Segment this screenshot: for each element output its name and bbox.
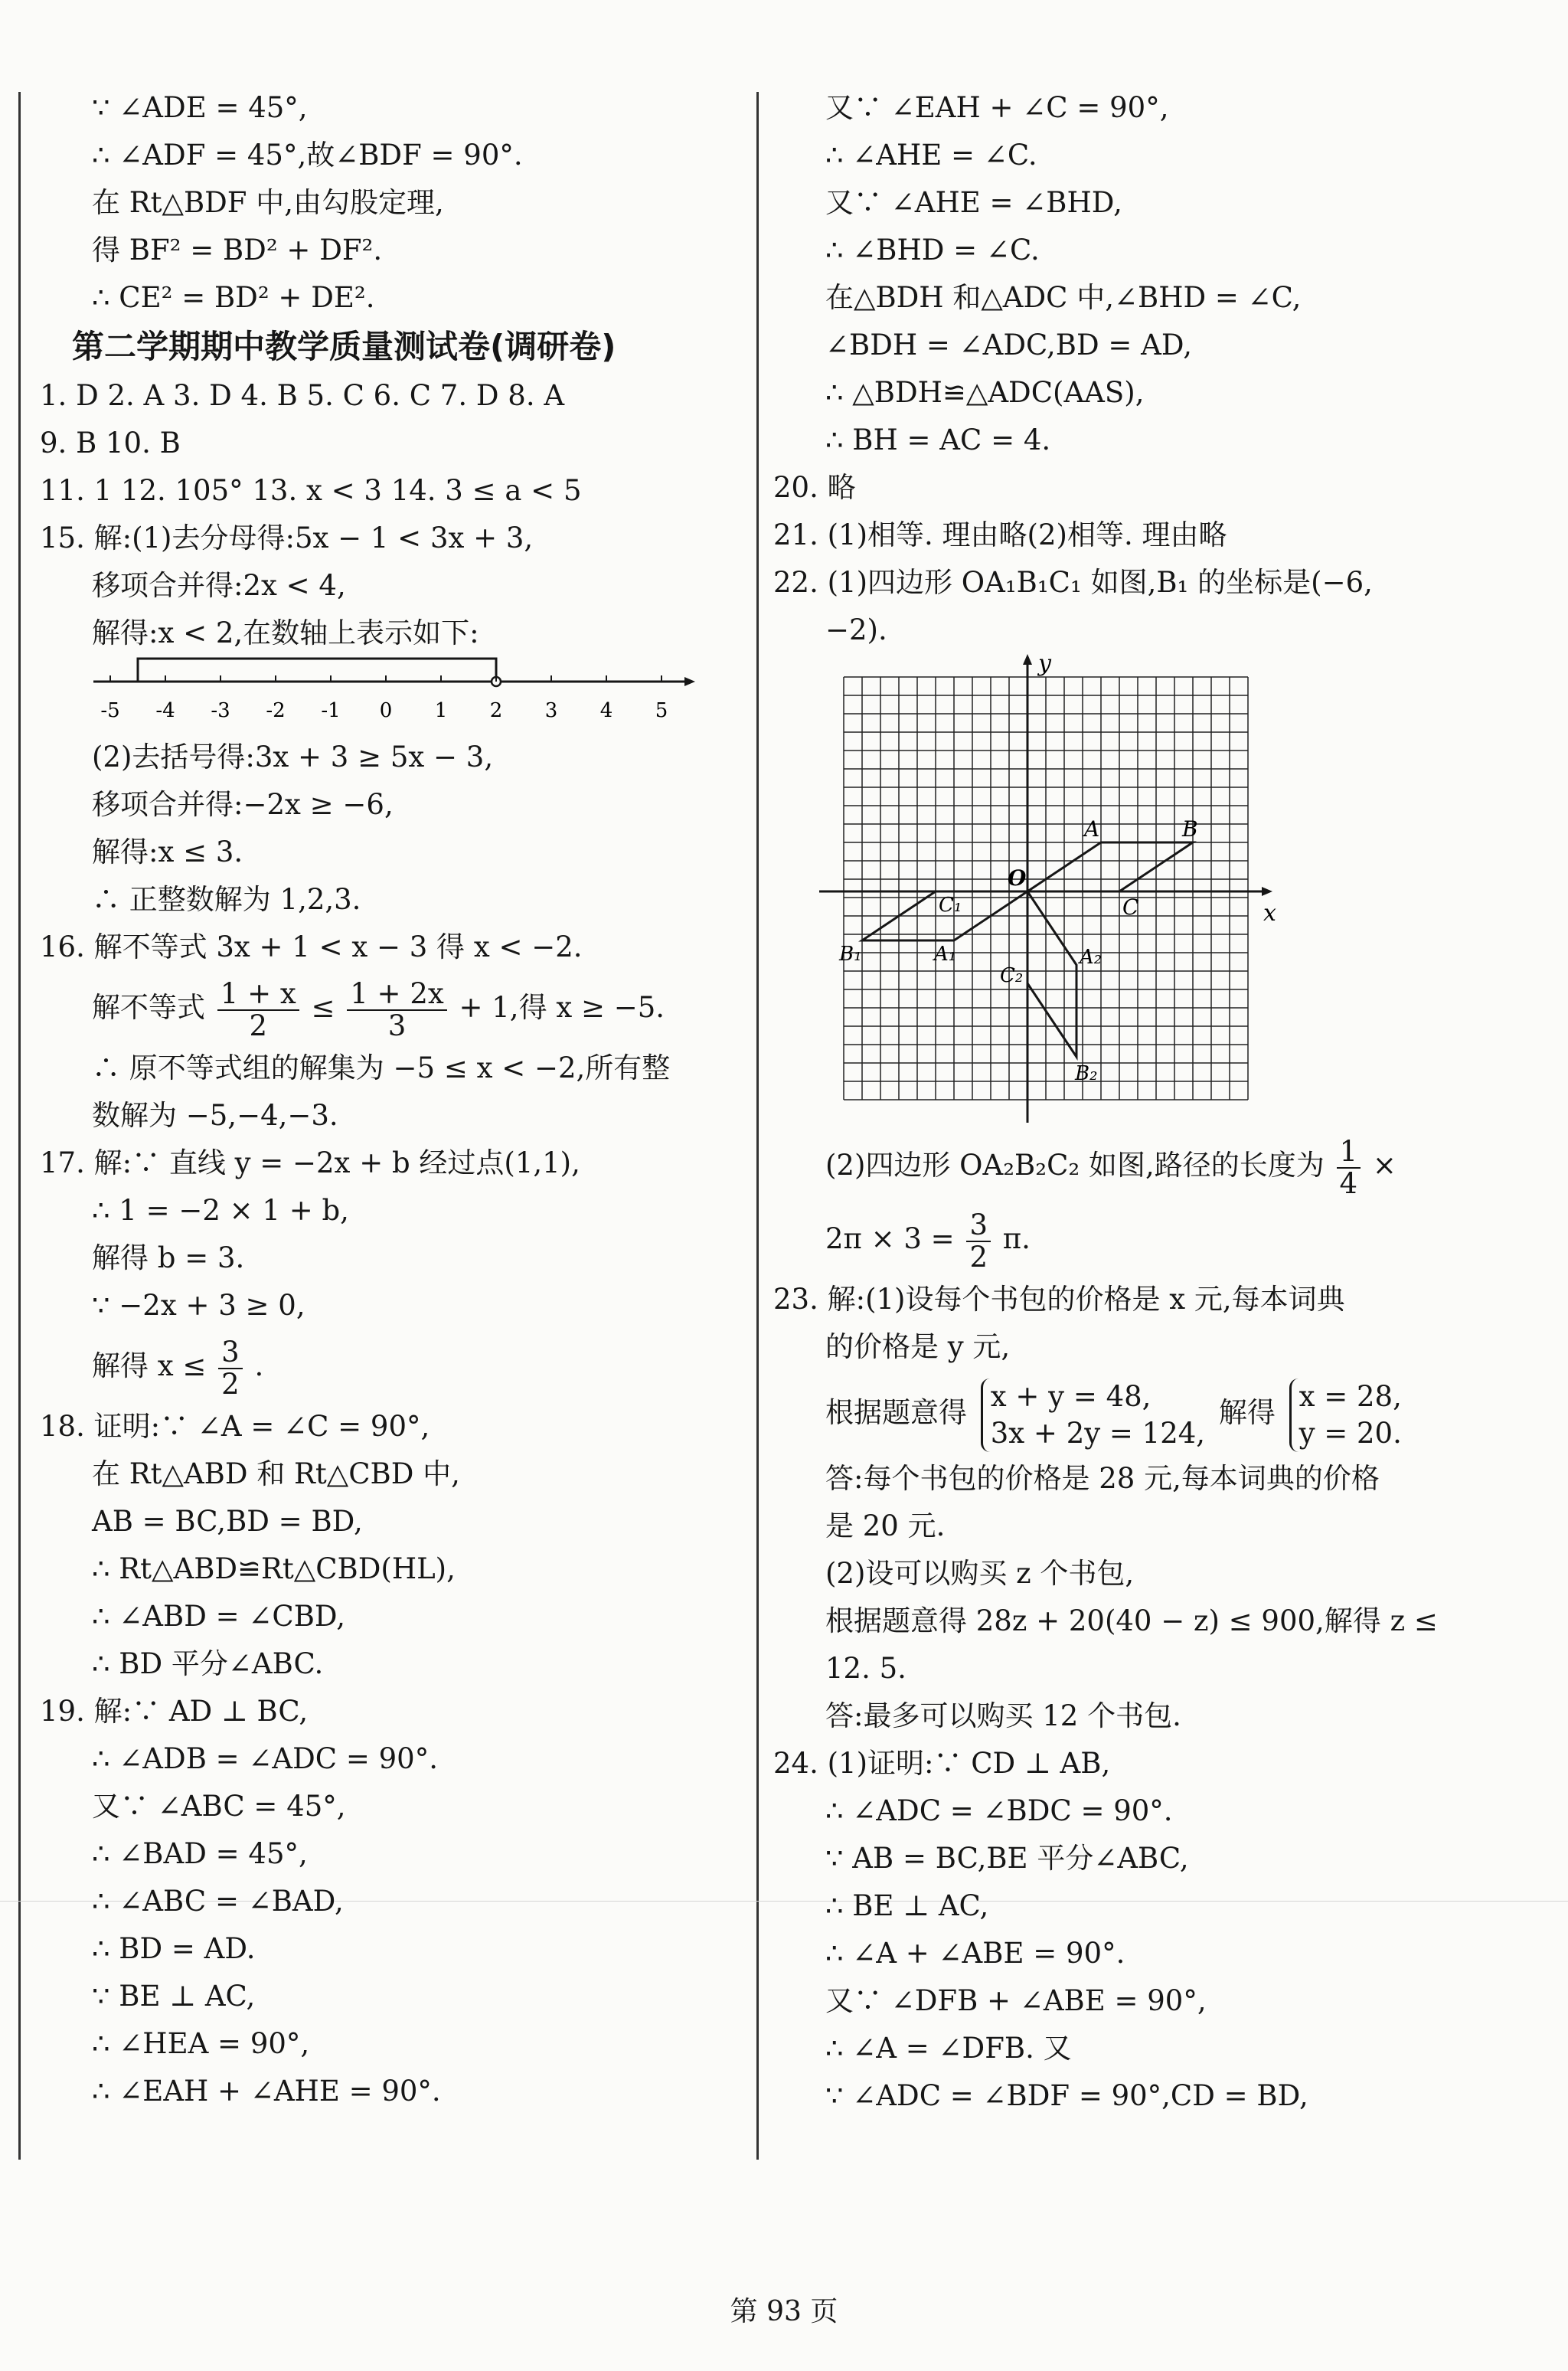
text-line: ∴ CE² = BD² + DE². — [92, 281, 375, 314]
point-label-O: O — [1008, 865, 1027, 891]
text-line: ∴ ∠ADC = ∠BDC = 90°. — [825, 1794, 1173, 1827]
coordinate-grid-svg — [819, 654, 1279, 1129]
point-label-B2: B₂ — [1075, 1062, 1098, 1085]
point-label-B: B — [1182, 816, 1198, 842]
text-line: ∴ ∠ADB = ∠ADC = 90°. — [92, 1742, 438, 1775]
text-line: 在△BDH 和△ADC 中,∠BHD = ∠C, — [825, 281, 1302, 314]
page-number: 第 93 页 — [730, 2296, 838, 2327]
tick-label: 4 — [599, 699, 613, 722]
point-label-A: A — [1084, 816, 1100, 842]
right-column — [773, 84, 1531, 2120]
text-line: −2). — [825, 613, 887, 646]
text-line: ∴ 原不等式组的解集为 −5 ≤ x < −2,所有整 — [92, 1051, 671, 1084]
text-line: ∵ ∠ADC = ∠BDF = 90°,CD = BD, — [825, 2079, 1308, 2112]
numerator: 1 + x — [217, 979, 299, 1011]
point-label-A2: A₂ — [1080, 946, 1102, 969]
equation-system-line — [773, 1371, 1531, 1455]
arrow-up-icon — [1023, 654, 1032, 665]
text-line: 23. 解:(1)设每个书包的价格是 x 元,每本词典 — [773, 1283, 1345, 1316]
quadrilateral-OABC — [1027, 842, 1193, 891]
y-axis-label: y — [1038, 654, 1051, 677]
left-column — [40, 84, 729, 2115]
solution-range-bracket — [138, 659, 496, 682]
equation: x = 28, — [1298, 1379, 1402, 1413]
equation: x + y = 48, — [990, 1379, 1152, 1413]
text-line: ∴ BD 平分∠ABC. — [92, 1647, 324, 1680]
number-line — [40, 657, 729, 734]
text-span: 解得 x ≤ — [92, 1349, 207, 1382]
equation-system — [981, 1378, 1205, 1452]
arrow-right-icon — [684, 677, 695, 686]
text-line: ∴ ∠A + ∠ABE = 90°. — [825, 1937, 1125, 1970]
tick-label: 0 — [379, 699, 393, 722]
fraction — [217, 976, 299, 1042]
text-line: 解得:x ≤ 3. — [92, 836, 243, 868]
text-line: ∴ ∠A = ∠DFB. 又 — [825, 2032, 1072, 2065]
text-line: 19. 解:∵ AD ⊥ BC, — [40, 1695, 309, 1728]
text-line: 解得:x < 2,在数轴上表示如下: — [92, 616, 479, 649]
text-line: 根据题意得 28z + 20(40 − z) ≤ 900,解得 z ≤ — [825, 1604, 1438, 1637]
tick-label: -1 — [321, 699, 341, 722]
fraction-line — [40, 1329, 729, 1403]
tick-label: -5 — [100, 699, 120, 722]
text-line: 移项合并得:−2x ≥ −6, — [92, 788, 394, 821]
fraction-line — [773, 1129, 1531, 1202]
answer-line: 9. B 10. B — [40, 427, 181, 459]
tick-label: -3 — [211, 699, 230, 722]
text-line: 又∵ ∠AHE = ∠BHD, — [825, 186, 1122, 219]
x-axis-label: x — [1263, 900, 1276, 927]
text-line: ∴ 1 = −2 × 1 + b, — [92, 1194, 349, 1227]
text-line: 12. 5. — [825, 1652, 906, 1685]
text-line: ∴ 正整数解为 1,2,3. — [92, 883, 361, 916]
answer-line: 1. D 2. A 3. D 4. B 5. C 6. C 7. D 8. A — [40, 379, 565, 412]
text-line: ∴ △BDH≌△ADC(AAS), — [825, 376, 1145, 409]
text-line: ∵ −2x + 3 ≥ 0, — [92, 1289, 305, 1322]
text-line: 22. (1)四边形 OA₁B₁C₁ 如图,B₁ 的坐标是(−6, — [773, 566, 1373, 599]
coordinate-grid-figure — [773, 654, 1531, 1129]
answer-line: 11. 1 12. 105° 13. x < 3 14. 3 ≤ a < 5 — [40, 474, 582, 507]
text-line: ∴ ∠ADF = 45°,故∠BDF = 90°. — [92, 139, 523, 172]
numerator: 1 + 2x — [347, 979, 446, 1011]
numerator: 1 — [1337, 1136, 1361, 1169]
denominator: 4 — [1339, 1166, 1358, 1200]
point-label-C2: C₂ — [1000, 964, 1024, 987]
text-line: 移项合并得:2x < 4, — [92, 569, 346, 602]
point-label-C1: C₁ — [939, 894, 962, 917]
text-span: 解得 — [1218, 1396, 1276, 1429]
text-span: ≤ — [311, 991, 335, 1024]
numerator: 3 — [218, 1337, 243, 1369]
column-divider — [756, 92, 759, 2160]
text-line: ∵ BE ⊥ AC, — [92, 1980, 256, 2013]
text-line: 18. 证明:∵ ∠A = ∠C = 90°, — [40, 1410, 430, 1443]
denominator: 2 — [249, 1009, 267, 1042]
text-line: ∴ ∠ABC = ∠BAD, — [92, 1885, 344, 1918]
tick-label: 2 — [489, 699, 503, 722]
tick-label: 1 — [434, 699, 448, 722]
point-label-B1: B₁ — [839, 943, 862, 966]
text-line: ∴ BE ⊥ AC, — [825, 1889, 989, 1922]
tick-label: 5 — [655, 699, 668, 722]
text-span: 2π × 3 = — [825, 1222, 955, 1255]
text-line: 又∵ ∠ABC = 45°, — [92, 1790, 346, 1823]
text-line: ∴ ∠HEA = 90°, — [92, 2027, 310, 2060]
numerator: 3 — [966, 1210, 991, 1242]
arrow-right-icon — [1262, 887, 1272, 896]
text-line: (2)去括号得:3x + 3 ≥ 5x − 3, — [92, 741, 494, 773]
text-line: 16. 解不等式 3x + 1 < x − 3 得 x < −2. — [40, 930, 583, 963]
tick-label: -4 — [155, 699, 175, 722]
text-line: ∴ Rt△ABD≌Rt△CBD(HL), — [92, 1552, 456, 1585]
text-line: 17. 解:∵ 直线 y = −2x + b 经过点(1,1), — [40, 1146, 580, 1179]
denominator: 2 — [969, 1240, 988, 1274]
text-span: π. — [1002, 1222, 1031, 1255]
text-line: 又∵ ∠DFB + ∠ABE = 90°, — [825, 1984, 1207, 2017]
text-line: ∴ BD = AD. — [92, 1932, 256, 1965]
denominator: 2 — [221, 1367, 240, 1401]
point-label-C: C — [1122, 894, 1139, 920]
text-line: 20. 略 — [773, 471, 856, 504]
text-span: . — [254, 1349, 264, 1382]
tick-label: 3 — [544, 699, 558, 722]
text-span: (2)四边形 OA₂B₂C₂ 如图,路径的长度为 — [825, 1149, 1325, 1182]
text-line: 答:最多可以购买 12 个书包. — [825, 1699, 1181, 1732]
text-line: 又∵ ∠EAH + ∠C = 90°, — [825, 91, 1169, 124]
text-line: 解得 b = 3. — [92, 1241, 245, 1274]
text-line: 是 20 元. — [825, 1509, 946, 1542]
text-line: ∵ AB = BC,BE 平分∠ABC, — [825, 1842, 1189, 1875]
text-span: 根据题意得 — [825, 1396, 967, 1429]
text-line: ∴ ∠BAD = 45°, — [92, 1837, 308, 1870]
fraction-line — [40, 971, 729, 1045]
text-line: 在 Rt△BDF 中,由勾股定理, — [92, 186, 444, 219]
text-line: 答:每个书包的价格是 28 元,每本词典的价格 — [825, 1462, 1380, 1495]
text-line: 24. (1)证明:∵ CD ⊥ AB, — [773, 1747, 1111, 1780]
text-line: 的价格是 y 元, — [825, 1330, 1011, 1363]
fraction — [966, 1210, 991, 1273]
tick-label: -2 — [266, 699, 286, 722]
text-line: ∴ ∠EAH + ∠AHE = 90°. — [92, 2075, 441, 2108]
text-line: ∠BDH = ∠ADC,BD = AD, — [825, 329, 1192, 361]
point-label-A1: A₁ — [934, 943, 957, 966]
text-line: 数解为 −5,−4,−3. — [92, 1099, 338, 1132]
text-line: ∴ ∠AHE = ∠C. — [825, 139, 1037, 172]
equation: 3x + 2y = 124, — [990, 1416, 1206, 1450]
text-span: + 1,得 x ≥ −5. — [459, 991, 665, 1024]
text-line: ∴ ∠ABD = ∠CBD, — [92, 1600, 346, 1633]
equation: y = 20. — [1298, 1416, 1402, 1450]
text-line: 21. (1)相等. 理由略(2)相等. 理由略 — [773, 518, 1227, 551]
denominator: 3 — [387, 1009, 407, 1042]
text-line: ∴ ∠BHD = ∠C. — [825, 234, 1040, 267]
fraction — [1337, 1136, 1361, 1199]
text-span: × — [1372, 1149, 1396, 1182]
solution-system — [1289, 1378, 1402, 1452]
fraction — [218, 1337, 243, 1400]
text-line: 在 Rt△ABD 和 Rt△CBD 中, — [92, 1457, 460, 1490]
fraction — [347, 976, 446, 1042]
text-line: (2)设可以购买 z 个书包, — [825, 1557, 1135, 1590]
text-line: ∴ BH = AC = 4. — [825, 424, 1051, 456]
left-margin-rule — [18, 92, 21, 2160]
fraction-line — [773, 1202, 1531, 1276]
text-line: 得 BF² = BD² + DF². — [92, 234, 383, 267]
number-line-svg — [40, 657, 698, 734]
text-line: 15. 解:(1)去分母得:5x − 1 < 3x + 3, — [40, 522, 534, 554]
text-span: 解不等式 — [92, 991, 205, 1024]
section-title: 第二学期期中教学质量测试卷(调研卷) — [72, 328, 616, 365]
text-line: AB = BC,BD = BD, — [92, 1505, 363, 1538]
text-line: ∵ ∠ADE = 45°, — [92, 91, 308, 124]
